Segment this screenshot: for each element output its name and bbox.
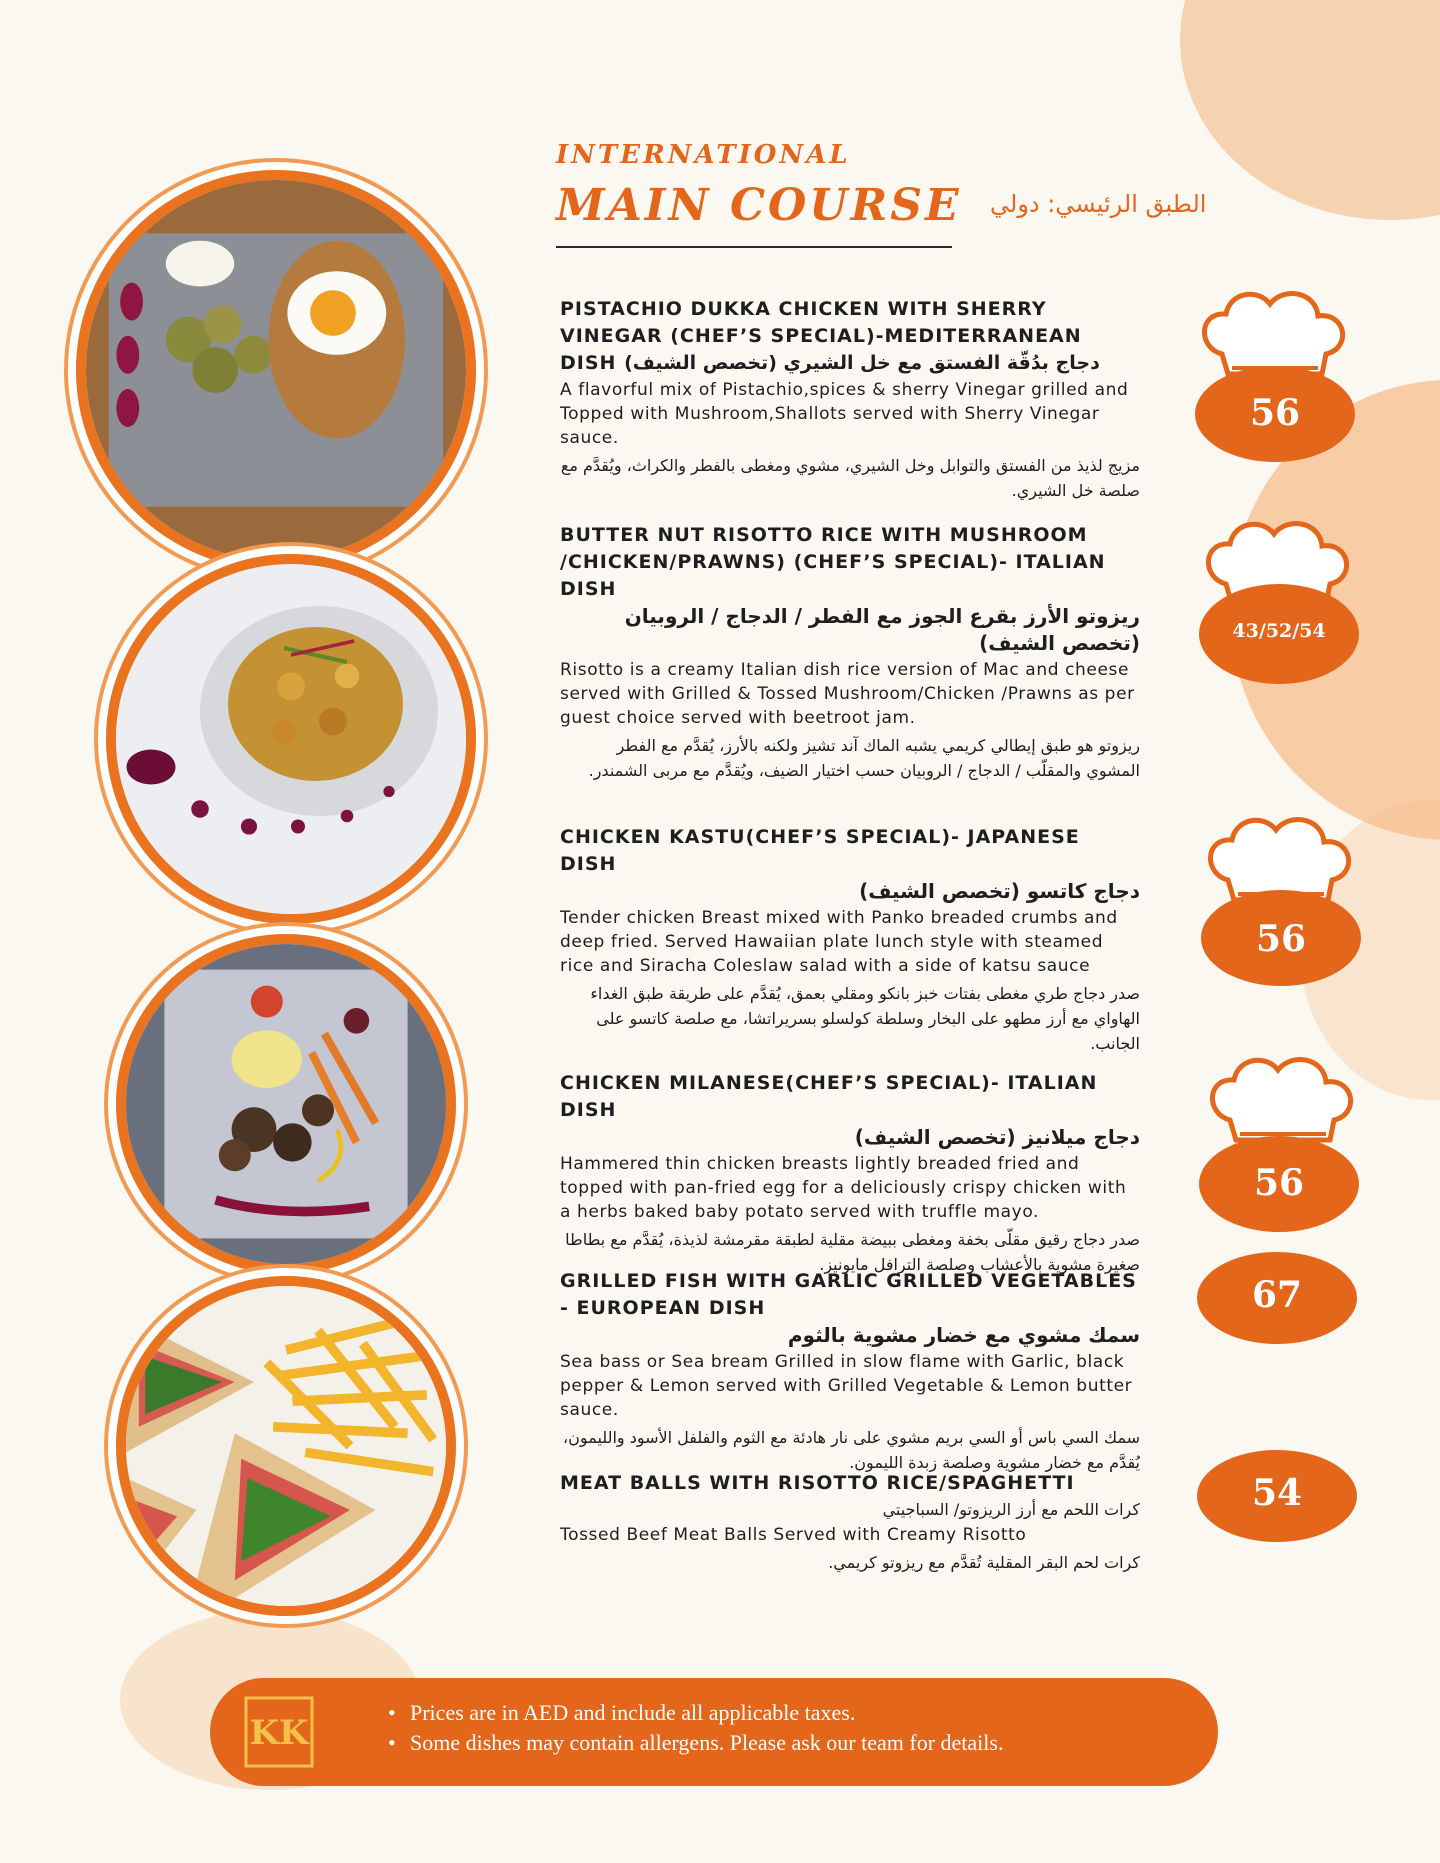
price-badge — [1196, 512, 1362, 692]
chef-hat-icon — [1192, 282, 1358, 468]
menu-item-meat-balls — [560, 1470, 1140, 1575]
price-value: 67 — [1251, 1274, 1303, 1316]
dish-photo-club-sandwich — [116, 1276, 456, 1616]
dish-description: Tender chicken Breast mixed with Panko breaded crumbs and deep fried. Served Hawaiian plate lunch style with steamed rice and Siracha Coleslaw salad with a side of katsu sauce — [560, 908, 1118, 976]
footer-notes-banner — [210, 1678, 1218, 1786]
dish-photo-risotto — [106, 554, 476, 924]
dish-title-en: GRILLED FISH WITH GARLIC GRILLED VEGETABLES - EUROPEAN DISH — [560, 1270, 1137, 1319]
page-title: MAIN COURSE — [556, 180, 962, 231]
dish-description-ar: سمك السي باس أو السي بريم مشوي على نار هادئة مع الثوم والفلفل الأسود والليمون، يُقدَّم مع خضار مشوية وصلصة زبدة الليمون. — [563, 1428, 1140, 1472]
footer-notes — [388, 1698, 1003, 1758]
price-badge — [1192, 282, 1358, 468]
price-value: 56 — [1253, 1162, 1305, 1204]
dish-description: Hammered thin chicken breasts lightly breaded fried and topped with pan-fried egg for a deliciously crispy chicken with a herbs baked baby potato served with truffle mayo. — [560, 1154, 1127, 1222]
menu-item-chicken-milanese — [560, 1070, 1140, 1277]
dish-description: Tossed Beef Meat Balls Served with Creamy Risotto — [560, 1525, 1027, 1545]
page-title-arabic: الطبق الرئيسي: دولي — [990, 190, 1207, 218]
dish-title-ar: ريزوتو الأرز بقرع الجوز مع الفطر / الدجاج / الروبيان (تخصص الشيف) — [624, 604, 1140, 655]
menu-item-pistachio-dukka-chicken — [560, 296, 1140, 503]
dish-photo-chicken-egg — [76, 170, 476, 570]
dish-title-en: PISTACHIO DUKKA CHICKEN WITH SHERRY VINEGAR (CHEF’S SPECIAL)-MEDITERRANEAN DISH — [560, 298, 1082, 374]
dish-title-ar: سمك مشوي مع خضار مشوية بالثوم — [787, 1323, 1140, 1347]
price-badge — [1198, 808, 1364, 988]
note-allergens: • Some dishes may contain allergens. Please ask our team for details. — [388, 1728, 1003, 1758]
restaurant-logo — [240, 1692, 318, 1772]
menu-item-butternut-risotto — [560, 522, 1140, 783]
price-value: 43/52/54 — [1232, 620, 1326, 642]
svg-text:KK: KK — [249, 1713, 309, 1753]
title-underline — [556, 246, 952, 248]
price-value: 56 — [1255, 918, 1307, 960]
dish-title-en: BUTTER NUT RISOTTO RICE WITH MUSHROOM /CHICKEN/PRAWNS) (CHEF’S SPECIAL)- ITALIAN DISH — [560, 524, 1106, 600]
orange-splash-top-right — [1180, 0, 1440, 220]
dish-description-ar: مزيج لذيذ من الفستق والتوابل وخل الشيري، مشوي ومغطى بالفطر والكراث، ويُقدَّم مع صلصة خل الشيري. — [560, 456, 1140, 500]
dish-description-ar: ريزوتو هو طبق إيطالي كريمي يشبه الماك آند تشيز ولكنه بالأرز، يُقدَّم مع الفطر المشوي والمقلّب / الدجاج / الروبيان حسب اختيار الضيف، ويُقدَّم مع مربى الشمندر. — [588, 736, 1140, 780]
chef-hat-icon — [1196, 1048, 1362, 1234]
dish-description: Risotto is a creamy Italian dish rice version of Mac and cheese served with Grilled & Tossed Mushroom/Chicken /Prawns as per guest choice served with beetroot jam. — [560, 660, 1135, 728]
dish-photo-mushroom-plate — [116, 934, 456, 1274]
dish-description-ar: صدر دجاج طري مغطى بفتات خبز بانكو ومقلي بعمق، يُقدَّم على طريقة طبق الغداء الهاواي مع أرز مطهو على البخار وسلطة كولسلو بسريراتشا، مع صلصة كاتسو على الجانب. — [590, 984, 1140, 1053]
price-badge — [1194, 1250, 1360, 1346]
dish-description: Sea bass or Sea bream Grilled in slow flame with Garlic, black pepper & Lemon served with Grilled Vegetable & Lemon butter sauce. — [560, 1352, 1133, 1420]
price-value: 54 — [1251, 1472, 1303, 1514]
dish-description: A flavorful mix of Pistachio,spices & sherry Vinegar grilled and Topped with Mushroom,Shallots served with Sherry Vinegar sauce. — [560, 380, 1129, 448]
price-badge — [1196, 1048, 1362, 1234]
chef-hat-icon — [1198, 808, 1364, 988]
dish-title-ar: كرات اللحم مع أرز الريزوتو/ السباجيتي — [882, 1500, 1140, 1519]
dish-title-en: CHICKEN KASTU(CHEF’S SPECIAL)- JAPANESE DISH — [560, 826, 1080, 875]
dish-description-ar: كرات لحم البقر المقلية تُقدَّم مع ريزوتو كريمي. — [828, 1553, 1140, 1572]
price-badge — [1194, 1448, 1360, 1544]
heading-eyebrow: INTERNATIONAL — [556, 140, 851, 170]
dish-title-en: CHICKEN MILANESE(CHEF’S SPECIAL)- ITALIAN DISH — [560, 1072, 1098, 1121]
dish-description-ar: صدر دجاج رقيق مقلّى بخفة ومغطى ببيضة مقلية لطبقة مقرمشة لذيذة، يُقدَّم مع بطاطا صغيرة مشوية بالأعشاب وصلصة الترافل مايونيز. — [565, 1230, 1140, 1274]
dish-title-en: MEAT BALLS WITH RISOTTO RICE/SPAGHETTI — [560, 1472, 1075, 1494]
dish-title-ar: دجاج ميلانيز (تخصص الشيف) — [854, 1125, 1140, 1149]
dish-title — [560, 296, 1140, 377]
price-value: 56 — [1249, 392, 1301, 434]
dish-title-ar: دجاج بدُقّة الفستق مع خل الشيري (تخصص الشيف) — [624, 352, 1100, 374]
note-prices: • Prices are in AED and include all applicable taxes. — [388, 1698, 1003, 1728]
menu-item-chicken-katsu — [560, 824, 1140, 1056]
chef-hat-icon — [1196, 512, 1362, 692]
dish-title-ar: دجاج كاتسو (تخصص الشيف) — [859, 879, 1140, 903]
menu-item-grilled-fish — [560, 1268, 1140, 1475]
